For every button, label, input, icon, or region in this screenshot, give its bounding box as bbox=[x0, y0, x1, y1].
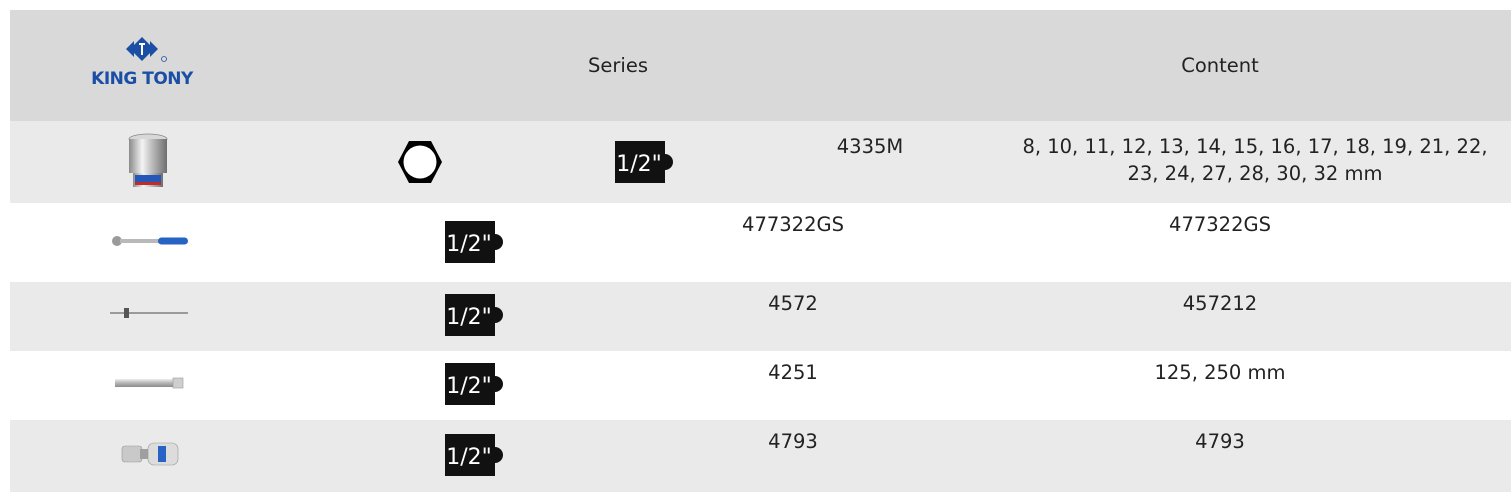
drive-size-badge bbox=[445, 294, 505, 336]
content-value: 125, 250 mm bbox=[1154, 361, 1286, 384]
content-value: 4793 bbox=[1195, 430, 1245, 453]
svg-text:1/2": 1/2" bbox=[446, 232, 492, 257]
table-row bbox=[10, 282, 1511, 351]
hexagon-icon bbox=[395, 137, 445, 187]
content-value: 477322GS bbox=[1169, 213, 1271, 236]
king-tony-logo bbox=[82, 34, 202, 94]
ratchet-icon bbox=[110, 233, 190, 249]
table-row bbox=[10, 420, 1511, 492]
product-table bbox=[10, 10, 1511, 492]
series-value: 4572 bbox=[768, 292, 818, 315]
svg-text:1/2": 1/2" bbox=[446, 445, 492, 470]
series-value: 4793 bbox=[768, 430, 818, 453]
svg-text:1/2": 1/2" bbox=[616, 152, 662, 177]
drive-size-badge bbox=[445, 434, 505, 476]
logo-text: KING TONY bbox=[91, 69, 193, 89]
svg-text:1/2": 1/2" bbox=[446, 374, 492, 399]
content-value: 457212 bbox=[1182, 292, 1258, 315]
content-header: Content bbox=[1181, 54, 1259, 77]
extension-bar-icon bbox=[115, 376, 185, 390]
drive-size-badge bbox=[445, 363, 505, 405]
socket-icon bbox=[127, 133, 169, 191]
series-header: Series bbox=[588, 54, 648, 77]
table-header bbox=[10, 10, 1511, 121]
table-row bbox=[10, 351, 1511, 420]
series-value: 4335M bbox=[836, 135, 904, 158]
series-value: 477322GS bbox=[742, 213, 844, 236]
universal-joint-icon bbox=[120, 440, 182, 468]
table-row bbox=[10, 121, 1511, 203]
t-bar-icon bbox=[110, 305, 190, 321]
drive-size-badge bbox=[615, 141, 675, 183]
content-value: 8, 10, 11, 12, 13, 14, 15, 16, 17, 18, 19, 21, 22, 23, 24, 27, 28, 30, 32 mm bbox=[1022, 135, 1488, 185]
table-row bbox=[10, 203, 1511, 282]
svg-text:1/2": 1/2" bbox=[446, 305, 492, 330]
drive-size-badge bbox=[445, 221, 505, 263]
series-value: 4251 bbox=[768, 361, 818, 384]
